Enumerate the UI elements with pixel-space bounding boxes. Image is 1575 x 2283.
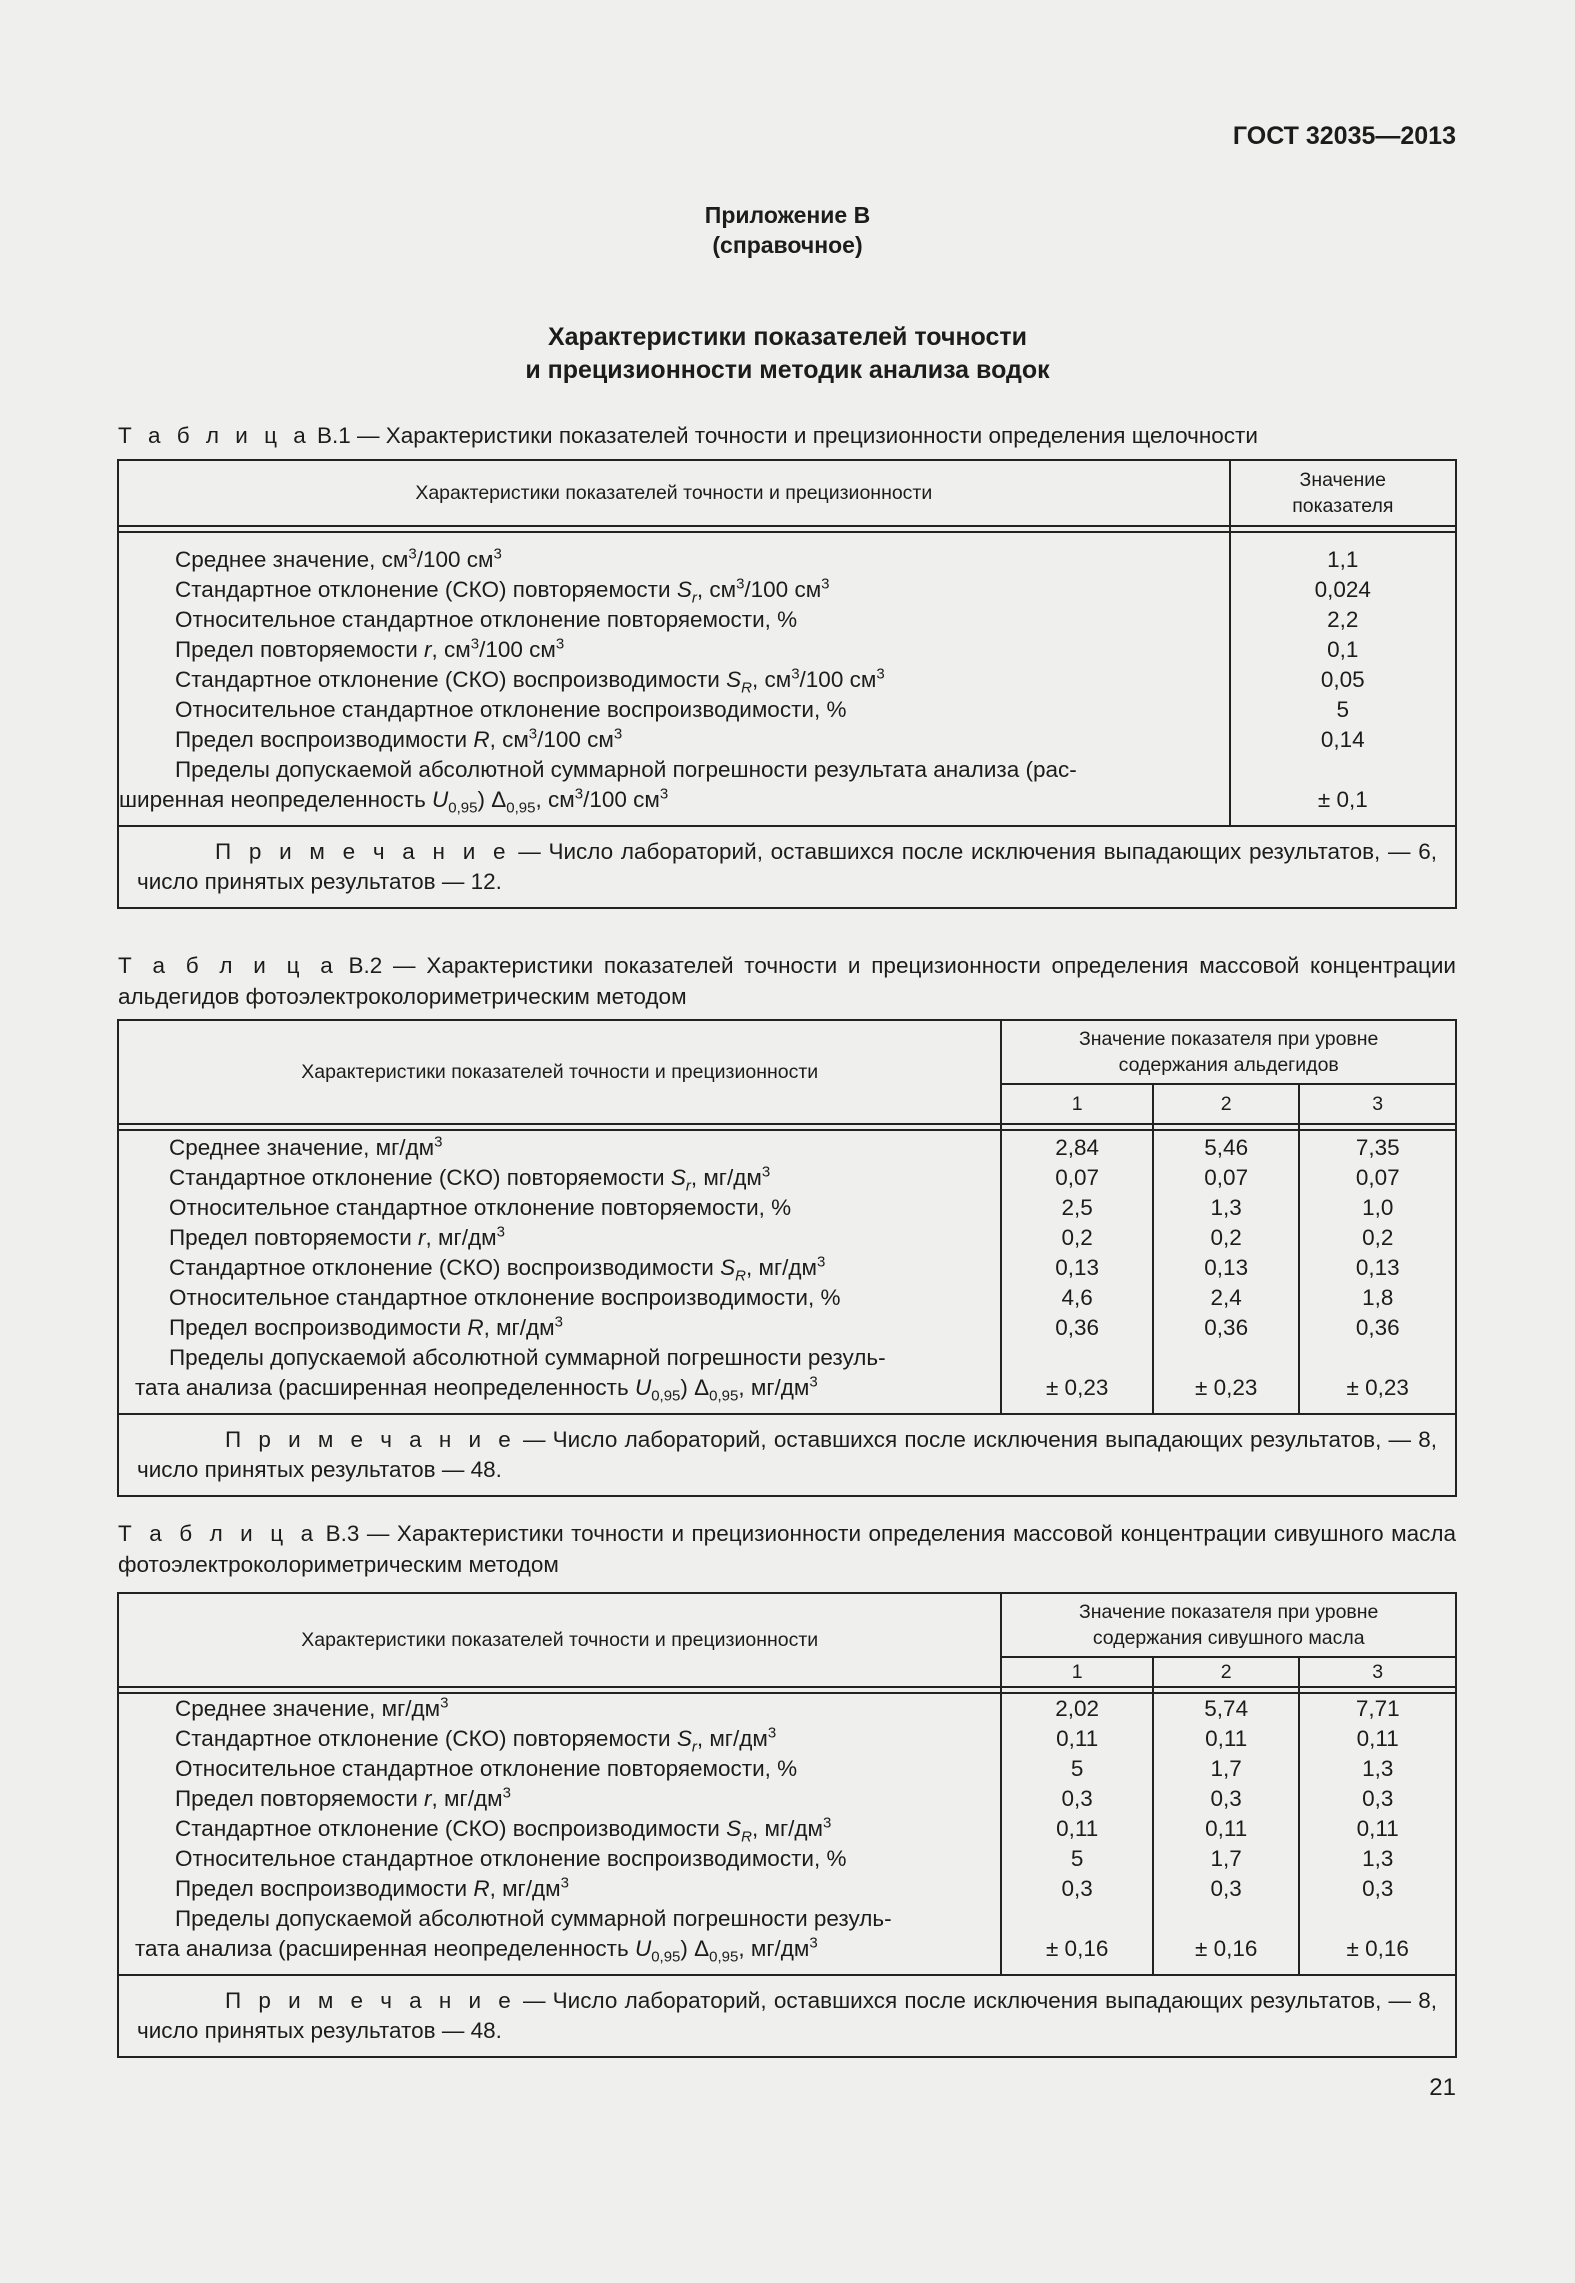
table2-caption: Т а б л и ц а В.2 — Характеристики показателей точности и прецизионности определения массовой концентрации альдегидов фотоэлектроколориметрическим методом: [118, 953, 1456, 1009]
table1-col-header: Характеристики показателей точности и прецизионности: [118, 460, 1230, 526]
table-row: тата анализа (расширенная неопределенность $U_{0,95}$) $\Delta_{0,95}$, $мг/дм^3$: [135, 1934, 818, 1966]
table-row: Среднее значение, $мг/дм^3$: [175, 1694, 449, 1721]
table-cell: 1,3: [1362, 1846, 1394, 1871]
table-row: Предел воспроизводимости R, $см^3/100$ $см^3$: [175, 725, 623, 752]
table-cell: ± 0,16: [1346, 1936, 1409, 1961]
table-cell: 1,7: [1210, 1846, 1242, 1871]
table1-caption: Т а б л и ц а В.1 — Характеристики показателей точности и прецизионности определения щелочности: [118, 423, 1258, 448]
table-cell: 2,84: [1055, 1135, 1100, 1160]
table-row: Относительное стандартное отклонение повторяемости, %: [169, 1195, 792, 1220]
table-cell: 1,7: [1210, 1756, 1242, 1781]
table-cell: ± 0,1: [1317, 787, 1368, 812]
table-cell: 0,11: [1205, 1816, 1248, 1841]
table-cell: 5,74: [1204, 1696, 1249, 1721]
table-cell: 2,5: [1061, 1195, 1093, 1220]
table3: [117, 1592, 1457, 2058]
table-cell: 5: [1070, 1846, 1084, 1871]
table-cell: 2,02: [1055, 1696, 1100, 1721]
table1-values: [1230, 532, 1456, 826]
table-cell: 0,11: [1056, 1816, 1099, 1841]
table-row: Среднее значение, $см^3/100$ $см^3$: [175, 545, 502, 572]
table-cell: [1300, 1904, 1455, 1934]
table1-characteristics: [118, 532, 1230, 826]
table-row: Пределы допускаемой абсолютной суммарной погрешности резуль-: [175, 1906, 892, 1931]
table-cell: 5: [1336, 697, 1350, 722]
table-row: Относительное стандартное отклонение воспроизводимости, %: [175, 697, 847, 722]
section-title-line2: и прецизионности методик анализа водок: [525, 356, 1050, 384]
table-cell: ± 0,23: [1346, 1375, 1409, 1400]
table-cell: 0,05: [1320, 667, 1365, 692]
table3-col-header: Характеристики показателей точности и прецизионности: [118, 1593, 1001, 1687]
table3-col3: [1299, 1693, 1456, 1975]
table-cell: 0,3: [1061, 1786, 1093, 1811]
table2-col1: [1001, 1130, 1153, 1414]
table-cell: 7,71: [1355, 1696, 1400, 1721]
table-cell: ± 0,23: [1045, 1375, 1109, 1400]
table3-level-3: 3: [1299, 1657, 1456, 1687]
table-cell: [1231, 755, 1455, 785]
page-number: 21: [1429, 2074, 1456, 2101]
table-row: Предел воспроизводимости R, $мг/дм^3$: [169, 1313, 563, 1340]
table2-level-2: 2: [1153, 1084, 1300, 1124]
table-cell: 0,3: [1061, 1876, 1093, 1901]
table-row: Предел повторяемости r, $мг/дм^3$: [169, 1223, 505, 1250]
table-row: Стандартное отклонение (СКО) воспроизводимости $S_R$, $мг/дм^3$: [175, 1814, 832, 1846]
table-cell: 0,3: [1210, 1876, 1242, 1901]
table-cell: 0,13: [1204, 1255, 1249, 1280]
table-cell: 7,35: [1355, 1135, 1400, 1160]
table-row: Предел повторяемости r, $мг/дм^3$: [175, 1784, 511, 1811]
table-cell: 1,8: [1362, 1285, 1394, 1310]
table-row: Предел повторяемости r, $см^3/100$ $см^3$: [175, 635, 565, 662]
table-cell: 0,36: [1355, 1315, 1400, 1340]
table-cell: [1002, 1904, 1152, 1934]
table-row: Стандартное отклонение (СКО) воспроизводимости $S_R$, $мг/дм^3$: [169, 1253, 826, 1285]
table-cell: 1,0: [1362, 1195, 1394, 1220]
table-cell: 1,3: [1362, 1756, 1394, 1781]
table3-level-1: 1: [1001, 1657, 1153, 1687]
table-cell: 0,3: [1362, 1876, 1394, 1901]
table-cell: ± 0,16: [1045, 1936, 1109, 1961]
table-cell: 0,11: [1205, 1726, 1248, 1751]
appendix-type: (справочное): [712, 232, 863, 258]
table-row: Относительное стандартное отклонение повторяемости, %: [175, 1756, 798, 1781]
table3-col2: [1153, 1693, 1300, 1975]
table3-val-header: Значение показателя при уровне содержания сивушного масла: [1001, 1593, 1456, 1657]
section-title-line1: Характеристики показателей точности: [547, 323, 1028, 351]
table-cell: 1,1: [1327, 547, 1359, 572]
table-row: Стандартное отклонение (СКО) повторяемости $S_r$, $см^3/100$ $см^3$: [175, 575, 830, 607]
table-cell: 0,1: [1327, 637, 1359, 662]
appendix-title: Приложение В: [704, 202, 871, 228]
table-cell: 0,36: [1055, 1315, 1100, 1340]
table-cell: 0,3: [1210, 1786, 1242, 1811]
table-row: Относительное стандартное отклонение воспроизводимости, %: [169, 1285, 841, 1310]
table2: [117, 1019, 1457, 1497]
table-cell: 0,2: [1362, 1225, 1394, 1250]
table2-note: П р и м е ч а н и е — Число лабораторий, оставшихся после исключения выпадающих результатов, — 8, число принятых результатов — 48.: [118, 1414, 1456, 1496]
table-cell: 1,3: [1210, 1195, 1242, 1220]
table3-note: П р и м е ч а н и е — Число лабораторий, оставшихся после исключения выпадающих результатов, — 8, число принятых результатов — 48.: [118, 1975, 1456, 2057]
table-cell: 0,36: [1204, 1315, 1249, 1340]
table2-val-header: Значение показателя при уровне содержания альдегидов: [1001, 1020, 1456, 1084]
table-row: Пределы допускаемой абсолютной суммарной погрешности результата анализа (рас-: [175, 757, 1077, 782]
table-cell: 0,07: [1355, 1165, 1400, 1190]
table-cell: 5: [1070, 1756, 1084, 1781]
table-row: Стандартное отклонение (СКО) повторяемости $S_r$, $мг/дм^3$: [175, 1724, 777, 1756]
table-cell: 0,07: [1055, 1165, 1100, 1190]
table-cell: [1002, 1343, 1152, 1373]
table-row: ширенная неопределенность $U_{0,95}$) $\Delta_{0,95}$, $см^3/100$ $см^3$: [119, 785, 669, 817]
table-cell: 0,11: [1056, 1726, 1099, 1751]
table2-col3: [1299, 1130, 1456, 1414]
table-cell: 2,2: [1327, 607, 1359, 632]
table-cell: 0,024: [1314, 577, 1371, 602]
table1-note: П р и м е ч а н и е — Число лабораторий, оставшихся после исключения выпадающих результатов, — 6, число принятых результатов — 12.: [118, 826, 1456, 908]
table-row: Стандартное отклонение (СКО) воспроизводимости $S_R$, $см^3/100$ $см^3$: [175, 665, 885, 697]
table-cell: 0,11: [1356, 1726, 1399, 1751]
table-row: Пределы допускаемой абсолютной суммарной погрешности резуль-: [169, 1345, 886, 1370]
table2-level-1: 1: [1001, 1084, 1153, 1124]
gost-number: ГОСТ 32035—2013: [1232, 122, 1456, 150]
table1: [117, 459, 1457, 909]
table-row: Предел воспроизводимости R, $мг/дм^3$: [175, 1874, 569, 1901]
table-cell: [1300, 1343, 1455, 1373]
table-row: Относительное стандартное отклонение повторяемости, %: [175, 607, 798, 632]
table-row: тата анализа (расширенная неопределенность $U_{0,95}$) $\Delta_{0,95}$, $мг/дм^3$: [135, 1373, 818, 1405]
table-cell: 0,13: [1055, 1255, 1100, 1280]
table-row: Стандартное отклонение (СКО) повторяемости $S_r$, $мг/дм^3$: [169, 1163, 771, 1195]
table-cell: [1154, 1904, 1299, 1934]
table-cell: ± 0,23: [1194, 1375, 1258, 1400]
table-cell: 0,07: [1204, 1165, 1249, 1190]
table-cell: 0,13: [1355, 1255, 1400, 1280]
table3-characteristics: [118, 1693, 1001, 1975]
table-cell: ± 0,16: [1194, 1936, 1258, 1961]
table-row: Относительное стандартное отклонение воспроизводимости, %: [175, 1846, 847, 1871]
table3-col1: [1001, 1693, 1153, 1975]
table-cell: 0,2: [1061, 1225, 1093, 1250]
table2-col-header: Характеристики показателей точности и прецизионности: [118, 1020, 1001, 1124]
table3-level-2: 2: [1153, 1657, 1300, 1687]
table-cell: 2,4: [1210, 1285, 1242, 1310]
table-cell: [1154, 1343, 1299, 1373]
table2-level-3: 3: [1299, 1084, 1456, 1124]
table2-col2: [1153, 1130, 1300, 1414]
table-cell: 5,46: [1204, 1135, 1249, 1160]
table-cell: 4,6: [1061, 1285, 1093, 1310]
table2-characteristics: [118, 1130, 1001, 1414]
table-cell: 0,2: [1210, 1225, 1242, 1250]
table-cell: 0,14: [1320, 727, 1365, 752]
table1-val-header: Значение показателя: [1230, 460, 1456, 526]
table-cell: 0,11: [1356, 1816, 1399, 1841]
table-cell: 0,3: [1362, 1786, 1394, 1811]
table3-caption: Т а б л и ц а В.3 — Характеристики точности и прецизионности определения массовой концентрации сивушного масла фотоэлектроколориметрическим методом: [118, 1521, 1456, 1577]
table-row: Среднее значение, $мг/дм^3$: [169, 1133, 443, 1160]
